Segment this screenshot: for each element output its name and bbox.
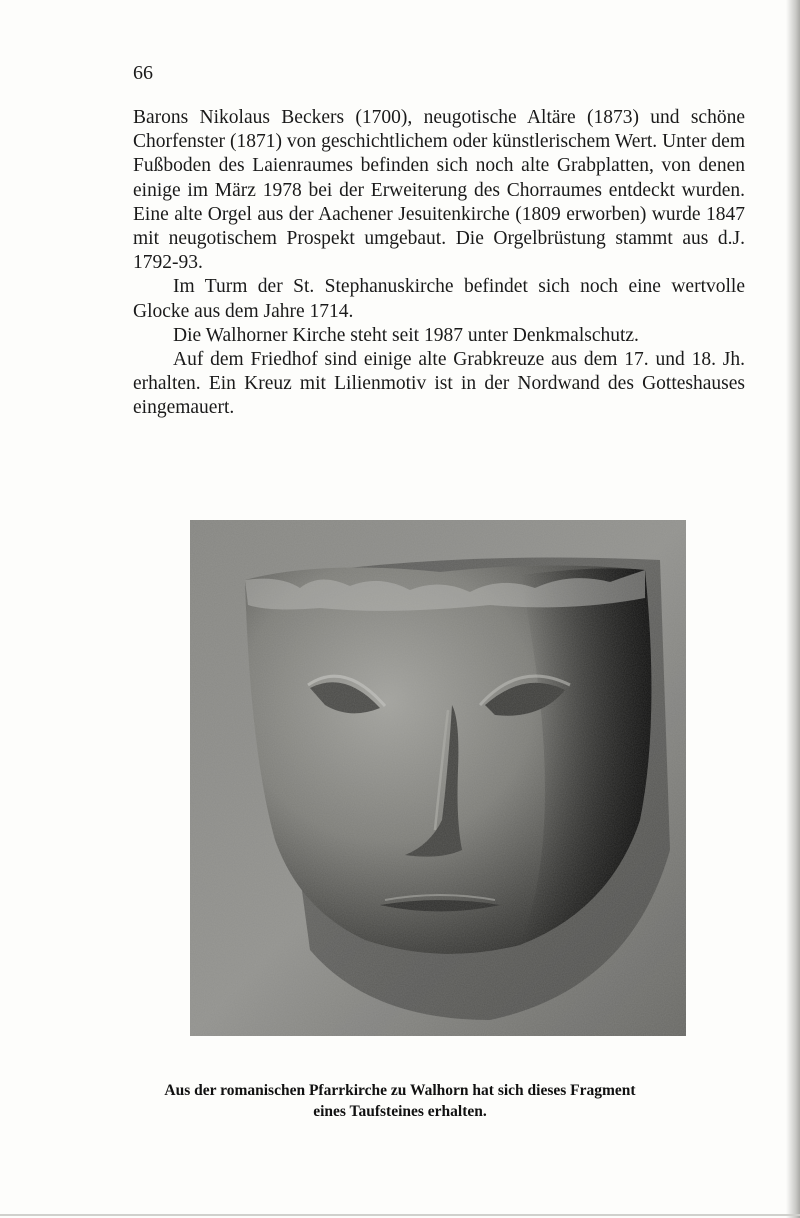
baptismal-font-photo — [190, 520, 686, 1036]
paragraph-2: Im Turm der St. Stephanuskirche befindet sich noch eine wertvolle Glocke aus dem Jahre 1714. — [133, 276, 745, 322]
paragraph-3: Die Walhorner Kirche steht seit 1987 unter Denkmalschutz. — [173, 324, 639, 346]
page-edge-shadow — [786, 0, 800, 1218]
caption-line-2: eines Taufsteines erhalten. — [313, 1103, 487, 1120]
page-number: 66 — [133, 62, 153, 84]
body-text — [133, 106, 745, 421]
bottom-edge-line — [0, 1214, 800, 1216]
paragraph-4: Auf dem Friedhof sind einige alte Grabkreuze aus dem 17. und 18. Jh. erhalten. Ein Kreuz mit Lilienmotiv ist in der Nordwand des Gotteshauses eingemauert. — [133, 349, 745, 419]
figure-caption — [120, 1080, 680, 1122]
paragraph-1: Barons Nikolaus Beckers (1700), neugotische Altäre (1873) und schöne Chorfenster (1871) von geschichtlichem oder künstlerischem Wert. Unter dem Fußboden des Laienraumes befinden sich noch alte Grabplatten, von denen einige im März 1978 bei der Erweiterung des Chorraumes entdeckt wurden. Eine alte Orgel aus der Aachener Jesuitenkirche (1809 erworben) wurde 1847 mit neugotischem Prospekt umgebaut. Die Orgelbrüstung stammt aus d.J. 1792-93. — [133, 107, 745, 274]
caption-line-1: Aus der romanischen Pfarrkirche zu Walhorn hat sich dieses Fragment — [164, 1082, 636, 1099]
